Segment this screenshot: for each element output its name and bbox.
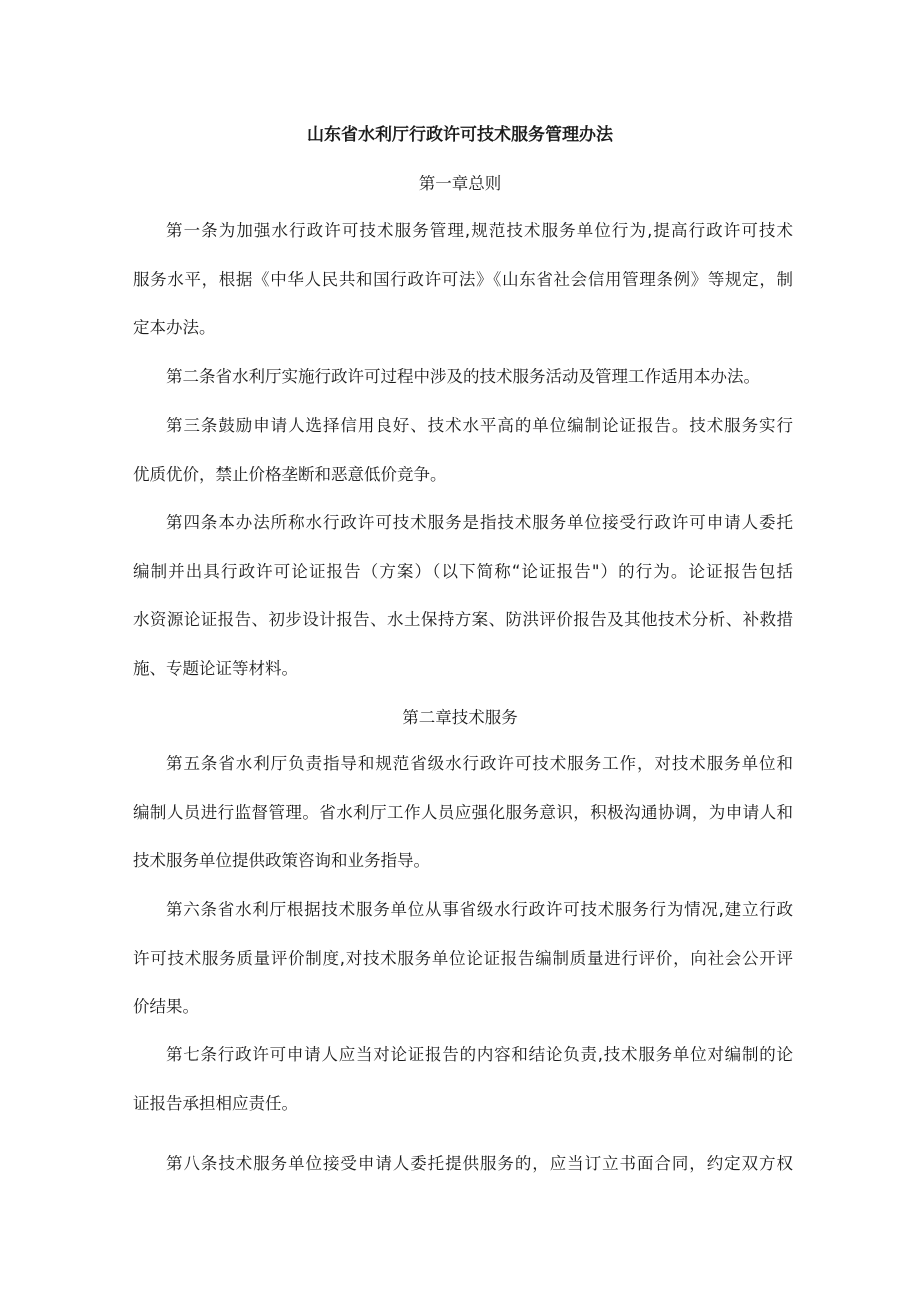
- article-2: [133, 353, 793, 402]
- article-5-line-2: 编制人员进行监督管理。省水利厅工作人员应强化服务意识，积极沟通协调，为申请人和: [133, 802, 793, 822]
- article-3-line-1: 第三条鼓励申请人选择信用良好、技术水平高的单位编制论证报告。技术服务实行: [166, 416, 793, 435]
- chapter-heading-2: 第二章技术服务: [402, 708, 518, 727]
- article-7-line-2: 证报告承担相应责任。: [133, 1093, 298, 1113]
- article-6-line-1: 第六条省水利厅根据技术服务单位从事省级水行政许可技术服务行为情况,建立行政: [166, 900, 793, 919]
- article-6-line-3: 价结果。: [133, 997, 199, 1016]
- article-1-line-3: 定本办法。: [133, 318, 216, 337]
- article-1: [133, 207, 793, 353]
- article-4: [133, 499, 793, 693]
- article-4-line-3: 水资源论证报告、初步设计报告、水土保持方案、防洪评价报告及其他技术分析、补救措: [133, 610, 793, 629]
- document-title: 山东省水利厅行政许可技术服务管理办法: [307, 125, 613, 145]
- article-3: [133, 402, 793, 499]
- article-3-line-2: 优质优价，禁止价格垄断和恶意低价竞争。: [133, 464, 447, 484]
- article-4-line-4: 施、专题论证等材料。: [133, 658, 298, 678]
- article-5-line-3: 技术服务单位提供政策咨询和业务指导。: [133, 851, 430, 870]
- article-8-line-1: 第八条技术服务单位接受申请人委托提供服务的，应当订立书面合同，约定双方权: [166, 1154, 793, 1173]
- article-1-line-1: 第一条为加强水行政许可技术服务管理,规范技术服务单位行为,提高行政许可技术: [166, 221, 793, 240]
- article-6: [133, 886, 793, 1032]
- article-2-line-1: 第二条省水利厅实施行政许可过程中涉及的技术服务活动及管理工作适用本办法。: [166, 367, 760, 386]
- article-8: [133, 1140, 793, 1189]
- article-1-line-2: 服务水平，根据《中华人民共和国行政许可法》《山东省社会信用管理条例》等规定，制: [133, 269, 793, 289]
- article-7: [133, 1031, 793, 1128]
- article-5: [133, 740, 793, 886]
- chapter-heading-1: 第一章总则: [418, 174, 502, 193]
- article-4-line-2: 编制并出具行政许可论证报告（方案）（以下简称“论证报告"）的行为。论证报告包括: [133, 561, 793, 581]
- article-4-line-1: 第四条本办法所称水行政许可技术服务是指技术服务单位接受行政许可申请人委托: [166, 513, 793, 532]
- article-7-line-1: 第七条行政许可申请人应当对论证报告的内容和结论负责,技术服务单位对编制的论: [166, 1045, 793, 1064]
- article-5-line-1: 第五条省水利厅负责指导和规范省级水行政许可技术服务工作，对技术服务单位和: [166, 754, 793, 773]
- article-6-line-2: 许可技术服务质量评价制度,对技术服务单位论证报告编制质量进行评价，向社会公开评: [133, 948, 793, 968]
